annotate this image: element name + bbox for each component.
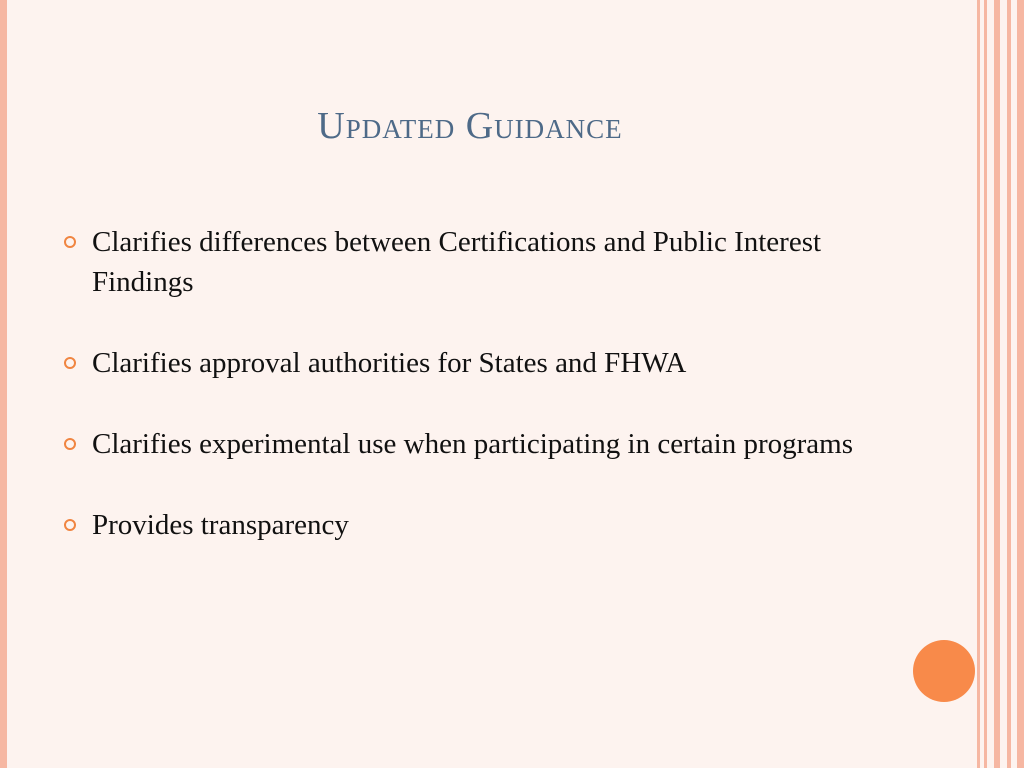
bullet-item	[64, 424, 884, 464]
bullet-item	[64, 343, 884, 383]
hollow-circle-bullet-icon	[64, 438, 76, 450]
hollow-circle-bullet-icon	[64, 519, 76, 531]
bullet-list	[64, 222, 884, 586]
slide-title: Updated Guidance	[317, 105, 623, 147]
bullet-text: Clarifies differences between Certifications and Public Interest Findings	[92, 226, 822, 298]
right-edge-stripe	[994, 0, 1000, 768]
right-edge-stripe	[977, 0, 980, 768]
bullet-text: Provides transparency	[92, 509, 349, 541]
hollow-circle-bullet-icon	[64, 236, 76, 248]
right-edge-stripe	[1017, 0, 1024, 768]
orange-circle-icon	[913, 640, 975, 702]
right-edge-stripe	[1007, 0, 1011, 768]
bullet-text: Clarifies approval authorities for States and FHWA	[92, 347, 687, 379]
bullet-item	[64, 505, 884, 545]
bullet-text: Clarifies experimental use when participating in certain programs	[92, 428, 853, 460]
hollow-circle-bullet-icon	[64, 357, 76, 369]
bullet-item	[64, 222, 884, 302]
right-edge-stripe	[984, 0, 987, 768]
